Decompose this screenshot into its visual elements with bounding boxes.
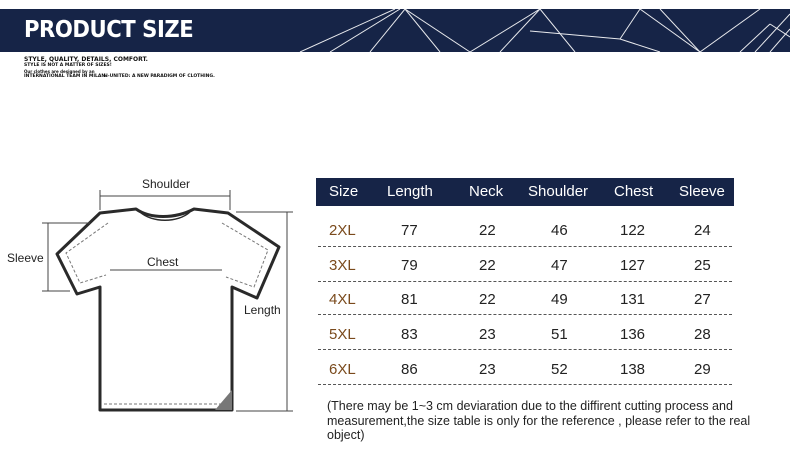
- table-cell-neck: 23: [479, 326, 496, 343]
- table-cell-shoulder: 47: [551, 257, 568, 274]
- table-cell-chest: 131: [620, 291, 646, 308]
- table-cell-size: 3XL: [329, 257, 356, 274]
- table-cell-neck: 23: [479, 361, 496, 378]
- table-cell-length: 86: [401, 361, 418, 378]
- page-title: PRODUCT SIZE: [24, 17, 194, 43]
- size-disclaimer-note: (There may be 1~3 cm deviaration due to the diffirent cutting process and measurement,the size table is only for the reference , please refer to the real object): [327, 399, 751, 442]
- tagline: INTERNATIONAL TEAM IN MILAN.: [24, 74, 107, 79]
- length-label: Length: [244, 303, 281, 317]
- table-cell-sleeve: 25: [694, 257, 711, 274]
- table-cell-neck: 22: [479, 257, 496, 274]
- table-cell-size: 2XL: [329, 222, 356, 239]
- tagline: STYLE, QUALITY, DETAILS, COMFORT.: [24, 56, 148, 63]
- row-divider: [318, 246, 732, 247]
- header-neck: Neck: [469, 183, 504, 200]
- shoulder-label: Shoulder: [142, 177, 191, 191]
- table-cell-size: 4XL: [329, 291, 356, 308]
- table-cell-sleeve: 29: [694, 361, 711, 378]
- table-cell-chest: 138: [620, 361, 646, 378]
- table-cell-neck: 22: [479, 291, 496, 308]
- table-cell-shoulder: 51: [551, 326, 568, 343]
- header-chest: Chest: [614, 183, 654, 200]
- table-cell-sleeve: 24: [694, 222, 711, 239]
- table-cell-length: 81: [401, 291, 418, 308]
- tshirt-measurement-diagram: [0, 0, 310, 469]
- table-cell-length: 83: [401, 326, 418, 343]
- sleeve-label: Sleeve: [7, 251, 44, 265]
- table-cell-size: 6XL: [329, 361, 356, 378]
- tagline: Our clothes are designed by an: [24, 69, 95, 74]
- table-cell-shoulder: 52: [551, 361, 568, 378]
- header-shoulder: Shoulder: [528, 183, 589, 200]
- size-table-header: [316, 178, 734, 206]
- table-cell-chest: 122: [620, 222, 646, 239]
- tagline: STYLE IS NOT A MATTER OF SIZES!: [24, 63, 112, 68]
- chest-label: Chest: [147, 255, 179, 269]
- row-divider: [318, 349, 732, 350]
- tagline: H-UNITED: A NEW PARADIGM OF CLOTHING.: [104, 74, 215, 79]
- table-cell-sleeve: 28: [694, 326, 711, 343]
- header-length: Length: [387, 183, 433, 200]
- table-cell-length: 79: [401, 257, 418, 274]
- header-size: Size: [329, 183, 359, 200]
- row-divider: [318, 281, 732, 282]
- table-cell-sleeve: 27: [694, 291, 711, 308]
- table-cell-shoulder: 49: [551, 291, 568, 308]
- row-divider: [318, 384, 732, 385]
- header-sleeve: Sleeve: [679, 183, 725, 200]
- table-cell-length: 77: [401, 222, 418, 239]
- table-cell-chest: 127: [620, 257, 646, 274]
- table-cell-neck: 22: [479, 222, 496, 239]
- table-cell-chest: 136: [620, 326, 646, 343]
- table-cell-size: 5XL: [329, 326, 356, 343]
- row-divider: [318, 314, 732, 315]
- table-cell-shoulder: 46: [551, 222, 568, 239]
